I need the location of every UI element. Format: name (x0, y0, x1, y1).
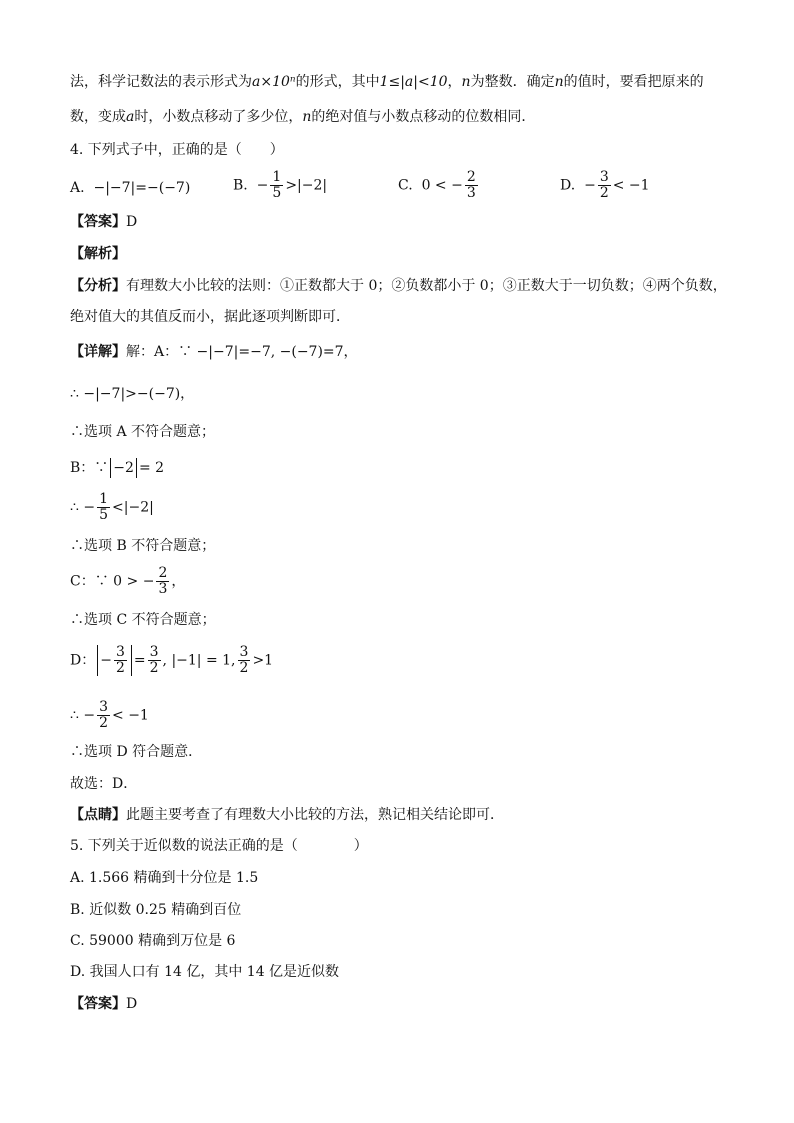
q4-xj-c (70, 566, 185, 597)
q5-option-a: A. 1.566 精确到十分位是 1.5 (70, 870, 259, 886)
solution-text: ， (171, 573, 186, 590)
denominator: 2 (115, 660, 125, 676)
denominator: 2 (239, 660, 249, 676)
denominator: 3 (466, 185, 476, 201)
q4-xj-c2: ∴选项 C 不符合题意； (70, 612, 216, 628)
solution-text: <|−2| (112, 499, 154, 516)
q4-xj-b (70, 458, 164, 478)
fraction (238, 645, 251, 676)
q4-fenxi-line-2: 绝对值大的其值反而小，据此逐项判断即可． (70, 309, 350, 325)
sci-notation-expr: a×10ⁿ (252, 74, 296, 90)
fraction (97, 492, 110, 523)
denominator: 5 (99, 507, 109, 523)
q5-option-b: B. 近似数 0.25 精确到百位 (70, 902, 242, 918)
fraction (148, 645, 161, 676)
q4-options (70, 170, 730, 206)
answer-value: D (126, 214, 138, 230)
q4-dianjing (70, 805, 504, 825)
var-n: n (302, 109, 312, 125)
option-expr: −|−7|=−(−7) (93, 180, 191, 196)
denominator: 2 (149, 660, 159, 676)
option-expr: 0 < − (421, 177, 463, 194)
solution-text: = (133, 652, 146, 669)
q4-xiangjie-a (70, 342, 358, 362)
numerator: 1 (99, 491, 109, 507)
intro-line-2 (70, 107, 535, 127)
abs-expr: −2 (110, 458, 137, 478)
intro-text: 法，科学记数法的表示形式为 (70, 74, 252, 90)
solution-text: 解：A：∵ −|−7|=−7, −(−7)=7， (126, 344, 358, 360)
solution-text: < −1 (112, 707, 149, 724)
fraction (270, 170, 283, 201)
q5-answer (70, 994, 137, 1014)
fraction (114, 645, 127, 676)
option-expr: < −1 (612, 177, 650, 194)
intro-line-1 (70, 72, 704, 92)
q4-guxuan: 故选：D． (70, 776, 138, 792)
fenxi-tag: 【分析】 (70, 278, 126, 294)
intro-text: ， (447, 74, 462, 90)
var-a: a (126, 109, 135, 125)
intro-text: 时，小数点移动了多少位， (134, 109, 303, 125)
q4-option-d (560, 170, 650, 201)
numerator: 3 (149, 644, 159, 660)
q5-option-c: C. 59000 精确到万位是 6 (70, 933, 236, 949)
var-n: n (461, 74, 471, 90)
q4-answer (70, 212, 137, 232)
fraction (598, 170, 611, 201)
q4-jiexi-tag: 【解析】 (70, 246, 126, 262)
q4-stem: 4. 下列式子中，正确的是（ ） (70, 142, 284, 158)
solution-text: ∴ − (70, 707, 96, 724)
option-label: B. (233, 177, 248, 194)
abs-condition-expr: 1≤|a|<10 (379, 74, 448, 90)
xiangjie-tag: 【详解】 (70, 344, 126, 360)
minus-sign: − (100, 652, 112, 669)
denominator: 5 (272, 185, 282, 201)
dianjing-text: 此题主要考查了有理数大小比较的方法，熟记相关结论即可． (126, 807, 504, 823)
intro-text: 的值时，要看把原来的 (563, 74, 704, 90)
solution-text: D： (70, 652, 96, 669)
option-label: C. (398, 177, 413, 194)
q4-xj-d3: ∴选项 D 符合题意． (70, 744, 203, 760)
q4-xj-a2: ∴ −|−7|>−(−7)， (70, 386, 195, 402)
numerator: 3 (599, 169, 609, 185)
numerator: 3 (115, 644, 125, 660)
numerator: 2 (466, 169, 476, 185)
solution-text: >1 (252, 652, 274, 669)
solution-text: , |−1| = 1, (162, 652, 236, 669)
numerator: 1 (272, 169, 282, 185)
numerator: 3 (99, 699, 109, 715)
q4-option-c (398, 170, 480, 201)
q4-xj-d (70, 645, 273, 676)
abs-fraction (97, 645, 132, 676)
solution-text: B：∵ (70, 460, 109, 476)
option-expr: >|−2| (285, 177, 328, 194)
denominator: 3 (158, 581, 168, 597)
q4-xj-a3: ∴选项 A 不符合题意； (70, 424, 216, 440)
intro-text: 数，变成 (70, 109, 126, 125)
intro-text: 为整数．确定 (470, 74, 555, 90)
intro-text: 的形式，其中 (295, 74, 380, 90)
denominator: 2 (99, 715, 109, 731)
solution-text: C：∵ 0 > − (70, 573, 155, 590)
fenxi-text: 有理数大小比较的法则：①正数都大于 0；②负数都小于 0；③正数大于一切负数；④两个负数， (126, 278, 727, 294)
q4-xj-b3: ∴选项 B 不符合题意； (70, 538, 216, 554)
q4-fenxi-line-1 (70, 276, 727, 296)
minus-sign: − (256, 177, 269, 194)
option-label: A. (70, 180, 85, 196)
q5-option-d: D. 我国人口有 14 亿，其中 14 亿是近似数 (70, 964, 340, 980)
answer-tag: 【答案】 (70, 214, 126, 230)
fraction (465, 170, 478, 201)
answer-tag: 【答案】 (70, 996, 126, 1012)
q4-xj-d2 (70, 700, 149, 731)
solution-text: = 2 (138, 460, 165, 476)
option-label: D. (560, 177, 576, 194)
fraction (97, 700, 110, 731)
var-n: n (554, 74, 564, 90)
numerator: 2 (158, 565, 168, 581)
minus-sign: − (584, 177, 596, 194)
fraction (156, 566, 169, 597)
q5-stem: 5. 下列关于近似数的说法正确的是（ ） (70, 838, 368, 854)
q4-option-b (233, 170, 327, 201)
q4-xj-b2 (70, 492, 154, 523)
numerator: 3 (239, 644, 249, 660)
dianjing-tag: 【点睛】 (70, 807, 126, 823)
solution-text: ∴ − (70, 499, 96, 516)
denominator: 2 (599, 185, 609, 201)
intro-text: 的绝对值与小数点移动的位数相同． (311, 109, 536, 125)
answer-value: D (126, 996, 138, 1012)
q4-option-a (70, 178, 190, 198)
